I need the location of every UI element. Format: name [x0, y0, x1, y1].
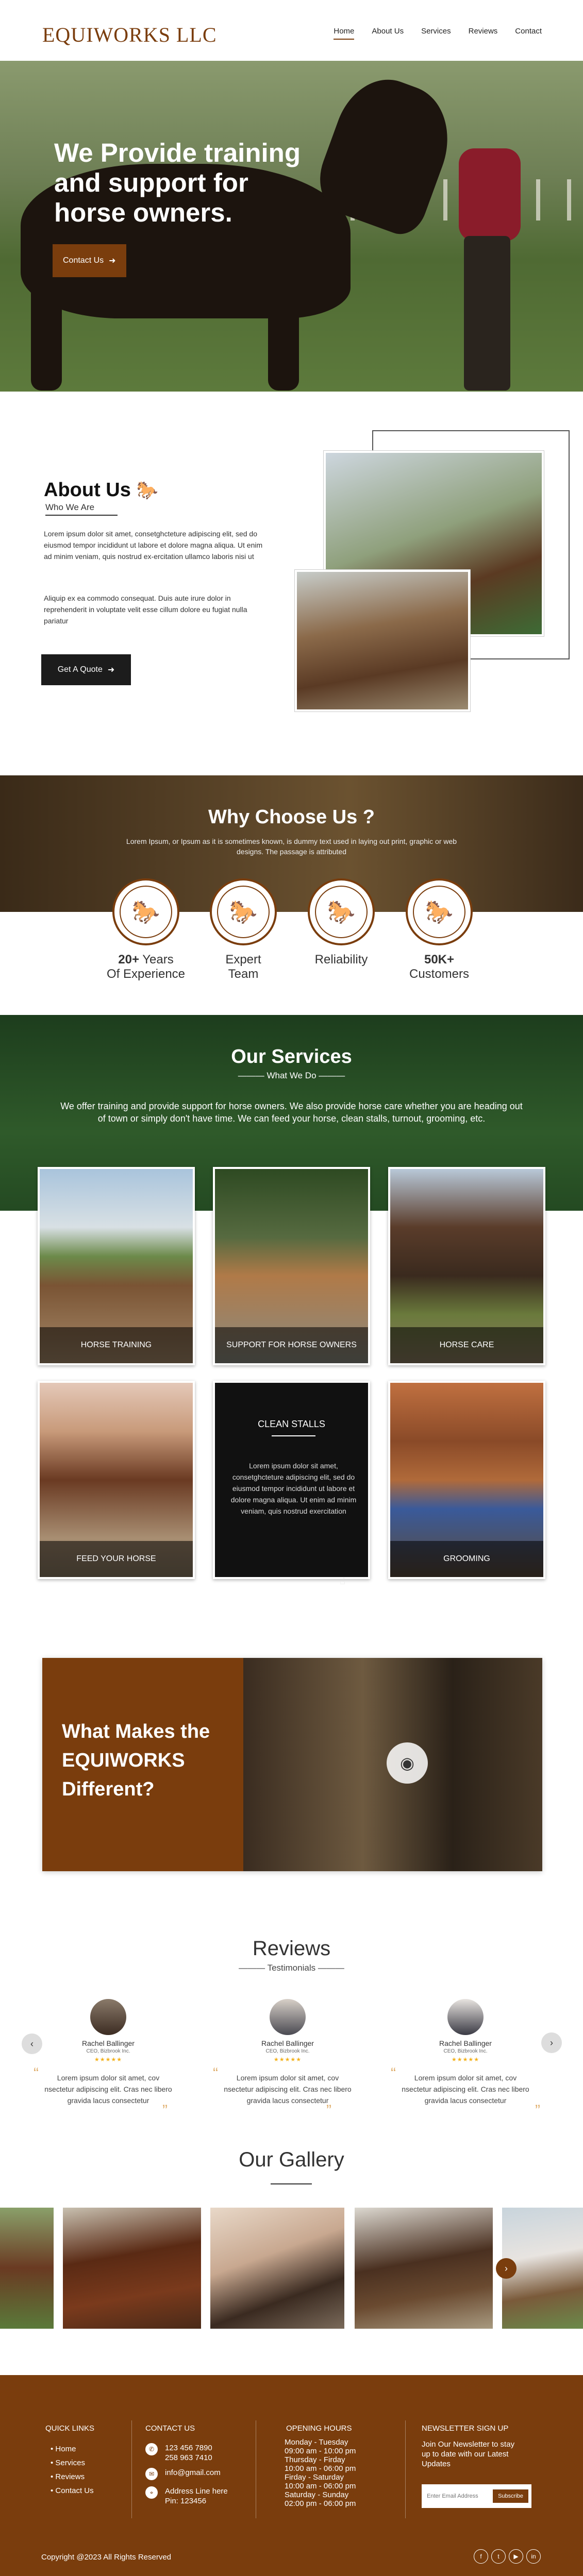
hours-days: Thursday - Firday — [285, 2455, 345, 2464]
hours-times: 10:00 am - 06:00 pm — [285, 2482, 356, 2490]
gallery-title: Our Gallery — [239, 2148, 344, 2171]
review-text-wrap — [391, 2065, 540, 2119]
stat-circle — [308, 878, 375, 945]
phone-icon: ✆ — [145, 2443, 158, 2455]
review-card — [213, 1999, 362, 2119]
address-line-2: Pin: 123456 — [165, 2497, 207, 2505]
service-card-caption: FEED YOUR HORSE — [40, 1541, 193, 1577]
gallery-underline — [271, 2183, 312, 2184]
why-title: Why Choose Us ? — [208, 806, 375, 828]
chevron-right-icon: › — [505, 2263, 508, 2274]
contact-address — [145, 2486, 228, 2506]
horse-icon: 🐎 — [413, 886, 465, 938]
copyright-text: Copyright @2023 All Rights Reserved — [41, 2553, 172, 2562]
gallery-image[interactable] — [0, 2208, 54, 2329]
reviewer-company: CEO, Bizbrook Inc. — [265, 2048, 310, 2054]
about-subtitle: Who We Are — [45, 502, 95, 512]
gallery-image[interactable] — [355, 2208, 493, 2329]
rating-stars-icon: ★★★★★ — [273, 2057, 302, 2063]
stat-circle — [210, 878, 277, 945]
hero-title: We Provide training and support for horse owners. — [54, 138, 301, 227]
phone-numbers — [165, 2443, 212, 2463]
hours-title: OPENING HOURS — [286, 2424, 352, 2433]
horse-icon: 🐎 — [315, 886, 368, 938]
twitter-icon[interactable]: t — [491, 2549, 506, 2564]
stat-reliability — [290, 878, 393, 967]
gallery-next-button[interactable] — [496, 2258, 517, 2279]
stat-label — [192, 953, 295, 981]
stat-circle — [406, 878, 473, 945]
reviews-title: Reviews — [252, 1937, 331, 1960]
chevron-left-icon: ‹ — [30, 2038, 34, 2049]
hours-times: 10:00 am - 06:00 pm — [285, 2464, 356, 2473]
hours-list — [285, 2438, 356, 2508]
site-header — [0, 0, 583, 61]
contact-title: CONTACT US — [145, 2424, 195, 2433]
service-card-clean-stalls[interactable] — [213, 1381, 370, 1586]
hours-row — [285, 2473, 356, 2490]
different-panel — [42, 1658, 243, 1871]
contact-list — [145, 2443, 228, 2506]
review-text-wrap — [34, 2065, 183, 2119]
contact-phone — [145, 2443, 228, 2463]
footer-link-label: Contact Us — [55, 2486, 94, 2495]
avatar — [90, 1999, 126, 2035]
footer-divider — [131, 2420, 132, 2518]
footer-link-services[interactable]: • Services — [51, 2459, 85, 2467]
hours-days: Monday - Tuesday — [285, 2438, 348, 2447]
stat-customers — [388, 878, 491, 981]
hours-times: 02:00 pm - 06:00 pm — [285, 2499, 356, 2508]
chevron-right-icon: › — [550, 2037, 553, 2048]
stat-line1: Expert — [225, 953, 261, 967]
review-card — [391, 1999, 540, 2119]
service-card-training[interactable] — [38, 1167, 195, 1365]
quote-close-icon: ” — [326, 2102, 331, 2119]
nav-home[interactable]: Home — [334, 27, 354, 40]
stat-label — [388, 953, 491, 981]
about-title-text: About Us — [44, 479, 131, 501]
newsletter-title: NEWSLETTER SIGN UP — [422, 2424, 509, 2433]
contact-email — [145, 2468, 228, 2480]
stat-line2: Customers — [409, 967, 470, 981]
services-subtitle: ——— What We Do ——— — [238, 1071, 345, 1080]
services-description: We offer training and provide support for horse owners. We also provide horse care whether you are heading out of town or simply don't have time. We can feed your horse, clean stalls, turnout, grooming, etc. — [60, 1101, 523, 1124]
gallery-image[interactable] — [63, 2208, 201, 2329]
footer-link-label: Reviews — [55, 2472, 85, 2481]
services-title: Our Services — [231, 1046, 352, 1067]
footer-link-reviews[interactable]: • Reviews — [51, 2472, 85, 2481]
stat-label — [94, 953, 197, 981]
nav-services[interactable]: Services — [421, 27, 451, 36]
quick-links-title: QUICK LINKS — [45, 2424, 95, 2433]
address-lines — [165, 2486, 228, 2506]
newsletter-text: Join Our Newsletter to stay up to date with our Latest Updates — [422, 2440, 515, 2468]
service-card-support[interactable] — [213, 1167, 370, 1365]
hero-woman-image — [459, 148, 521, 241]
about-underline — [45, 515, 118, 516]
reviewer-company: CEO, Bizbrook Inc. — [86, 2048, 130, 2054]
hours-times: 09:00 am - 10:00 pm — [285, 2447, 356, 2455]
nav-reviews[interactable]: Reviews — [468, 27, 498, 36]
get-quote-button[interactable] — [41, 654, 131, 685]
horse-icon: 🐎 — [120, 886, 172, 938]
quote-close-icon: ” — [162, 2102, 168, 2119]
review-text-wrap — [213, 2065, 362, 2119]
service-card-care[interactable] — [388, 1167, 545, 1365]
different-section — [42, 1658, 542, 1871]
arrow-right-icon: ➜ — [107, 666, 115, 674]
facebook-icon[interactable]: f — [474, 2549, 488, 2564]
hours-days: Firday - Saturday — [285, 2473, 344, 2482]
service-card-title: CLEAN STALLS — [258, 1419, 325, 1429]
main-nav — [334, 27, 542, 40]
address-line-1: Address Line here — [165, 2487, 228, 2496]
different-title: What Makes the EQUIWORKS Different? — [62, 1721, 210, 1800]
stat-line1: Reliability — [314, 953, 368, 967]
site-logo[interactable]: EQUIWORKS LLC — [42, 23, 217, 46]
contact-us-label: Contact Us — [63, 256, 104, 265]
play-video-icon[interactable]: ◉ — [387, 1742, 428, 1784]
reviewer-name: Rachel Ballinger — [261, 2039, 314, 2047]
youtube-icon[interactable]: ▶ — [509, 2549, 523, 2564]
why-text: Lorem Ipsum, or Ipsum as it is sometimes known, is dummy text used in laying out print, graphic or web designs. The passage is attributed — [126, 837, 457, 856]
nav-contact[interactable]: Contact — [515, 27, 542, 36]
service-card-caption: GROOMING — [390, 1541, 543, 1577]
review-text: Lorem ipsum dolor sit amet, cov nsectetur adipiscing elit. Cras nec libero gravida lacus consectetur — [44, 2074, 172, 2105]
service-card-underline — [272, 1435, 315, 1436]
quick-links-list — [51, 2442, 94, 2498]
about-paragraph-1: Lorem ipsum dolor sit amet, consetghcteture adipiscing elit, sed do eiusmod tempor incididunt ut labore et dolore magna aliqua. Ut enim ad minim veniam, quis nostrud ex-ercitation ullamco laboris nisi ut — [44, 530, 263, 561]
hero-banner — [0, 61, 583, 392]
footer-link-contact[interactable]: • Contact Us — [51, 2486, 94, 2495]
hero-horse-legs — [31, 277, 62, 391]
quote-open-icon: “ — [213, 2065, 218, 2082]
service-card-feed[interactable] — [38, 1381, 195, 1579]
linkedin-icon[interactable]: in — [526, 2549, 541, 2564]
get-quote-label: Get A Quote — [57, 665, 103, 674]
reviewer-name: Rachel Ballinger — [439, 2039, 492, 2047]
hero-woman-legs — [464, 236, 510, 391]
nav-about[interactable]: About Us — [372, 27, 404, 36]
about-paragraph-2: Aliquip ex ea commodo consequat. Duis aute irure dolor in reprehenderit in voluptate velit esse cillum dolore eu fugiat nulla pariatur — [44, 594, 247, 625]
horse-silhouette-icon: 🐎 — [136, 481, 158, 500]
stat-value: 20+ — [118, 953, 139, 967]
rating-stars-icon: ★★★★★ — [451, 2057, 480, 2063]
stat-line2: Team — [228, 967, 259, 981]
about-photo-herd — [295, 570, 470, 711]
stat-experience — [94, 878, 197, 981]
stat-circle — [112, 878, 179, 945]
arrow-right-icon: ➜ — [109, 257, 116, 265]
stat-line1: Years — [139, 953, 174, 967]
site-footer — [0, 2375, 583, 2576]
email-link[interactable]: info@gmail.com — [165, 2468, 221, 2477]
review-card — [34, 1999, 183, 2119]
review-text: Lorem ipsum dolor sit amet, cov nsectetur adipiscing elit. Cras nec libero gravida lacus consectetur — [402, 2074, 529, 2105]
quote-open-icon: “ — [391, 2065, 396, 2082]
cursor-icon: ☝ — [340, 1576, 345, 1586]
reviews-next-button[interactable] — [541, 2032, 562, 2053]
quote-close-icon: ” — [535, 2102, 540, 2119]
location-pin-icon: ⌖ — [145, 2486, 158, 2499]
reviewer-company: CEO, Bizbrook Inc. — [443, 2048, 488, 2054]
different-video — [243, 1658, 542, 1871]
review-text: Lorem ipsum dolor sit amet, cov nsectetur adipiscing elit. Cras nec libero gravida lacus consectetur — [224, 2074, 352, 2105]
hours-row — [285, 2455, 356, 2473]
service-card-text: Lorem ipsum dolor sit amet, consetghcteture adipiscing elit, sed do eiusmod tempor incididunt ut labore et dolore magna aliqua. Ut enim ad minim veniam, quis nostrud exercitation — [230, 1462, 357, 1515]
footer-link-home[interactable]: • Home — [51, 2445, 76, 2453]
newsletter-email-input[interactable] — [427, 2493, 493, 2499]
hero-horse-legs-2 — [268, 277, 299, 391]
footer-link-label: Services — [55, 2459, 85, 2467]
phone-1[interactable]: 123 456 7890 — [165, 2444, 212, 2452]
horse-icon: 🐎 — [217, 886, 270, 938]
footer-link-label: Home — [55, 2445, 76, 2453]
rating-stars-icon: ★★★★★ — [94, 2057, 123, 2063]
reviews-subtitle-text: Testimonials — [267, 1963, 316, 1973]
service-card-grooming[interactable] — [388, 1381, 545, 1579]
stat-line2: Of Experience — [106, 967, 186, 981]
reviews-subtitle: ——— Testimonials ——— — [239, 1963, 344, 1973]
hours-row — [285, 2438, 356, 2455]
social-links — [474, 2549, 541, 2564]
stat-value: 50K+ — [424, 953, 455, 967]
phone-2[interactable]: 258 963 7410 — [165, 2453, 212, 2462]
mail-icon: ✉ — [145, 2468, 158, 2480]
footer-divider — [405, 2420, 406, 2518]
avatar — [447, 1999, 484, 2035]
about-title — [44, 479, 158, 501]
hours-row — [285, 2490, 356, 2508]
service-card-caption: SUPPORT FOR HORSE OWNERS — [215, 1327, 368, 1363]
service-card-caption: HORSE CARE — [390, 1327, 543, 1363]
gallery-image[interactable] — [210, 2208, 344, 2329]
stat-label — [290, 953, 393, 967]
stat-expert-team — [192, 878, 295, 981]
subscribe-button[interactable]: Subscribe — [493, 2489, 528, 2503]
hours-days: Saturday - Sunday — [285, 2490, 349, 2499]
quote-open-icon: “ — [34, 2065, 39, 2082]
contact-us-button[interactable] — [53, 244, 126, 277]
newsletter-form — [422, 2484, 531, 2508]
services-subtitle-text: What We Do — [266, 1071, 317, 1080]
reviewer-name: Rachel Ballinger — [82, 2039, 135, 2047]
avatar — [270, 1999, 306, 2035]
service-card-caption: HORSE TRAINING — [40, 1327, 193, 1363]
